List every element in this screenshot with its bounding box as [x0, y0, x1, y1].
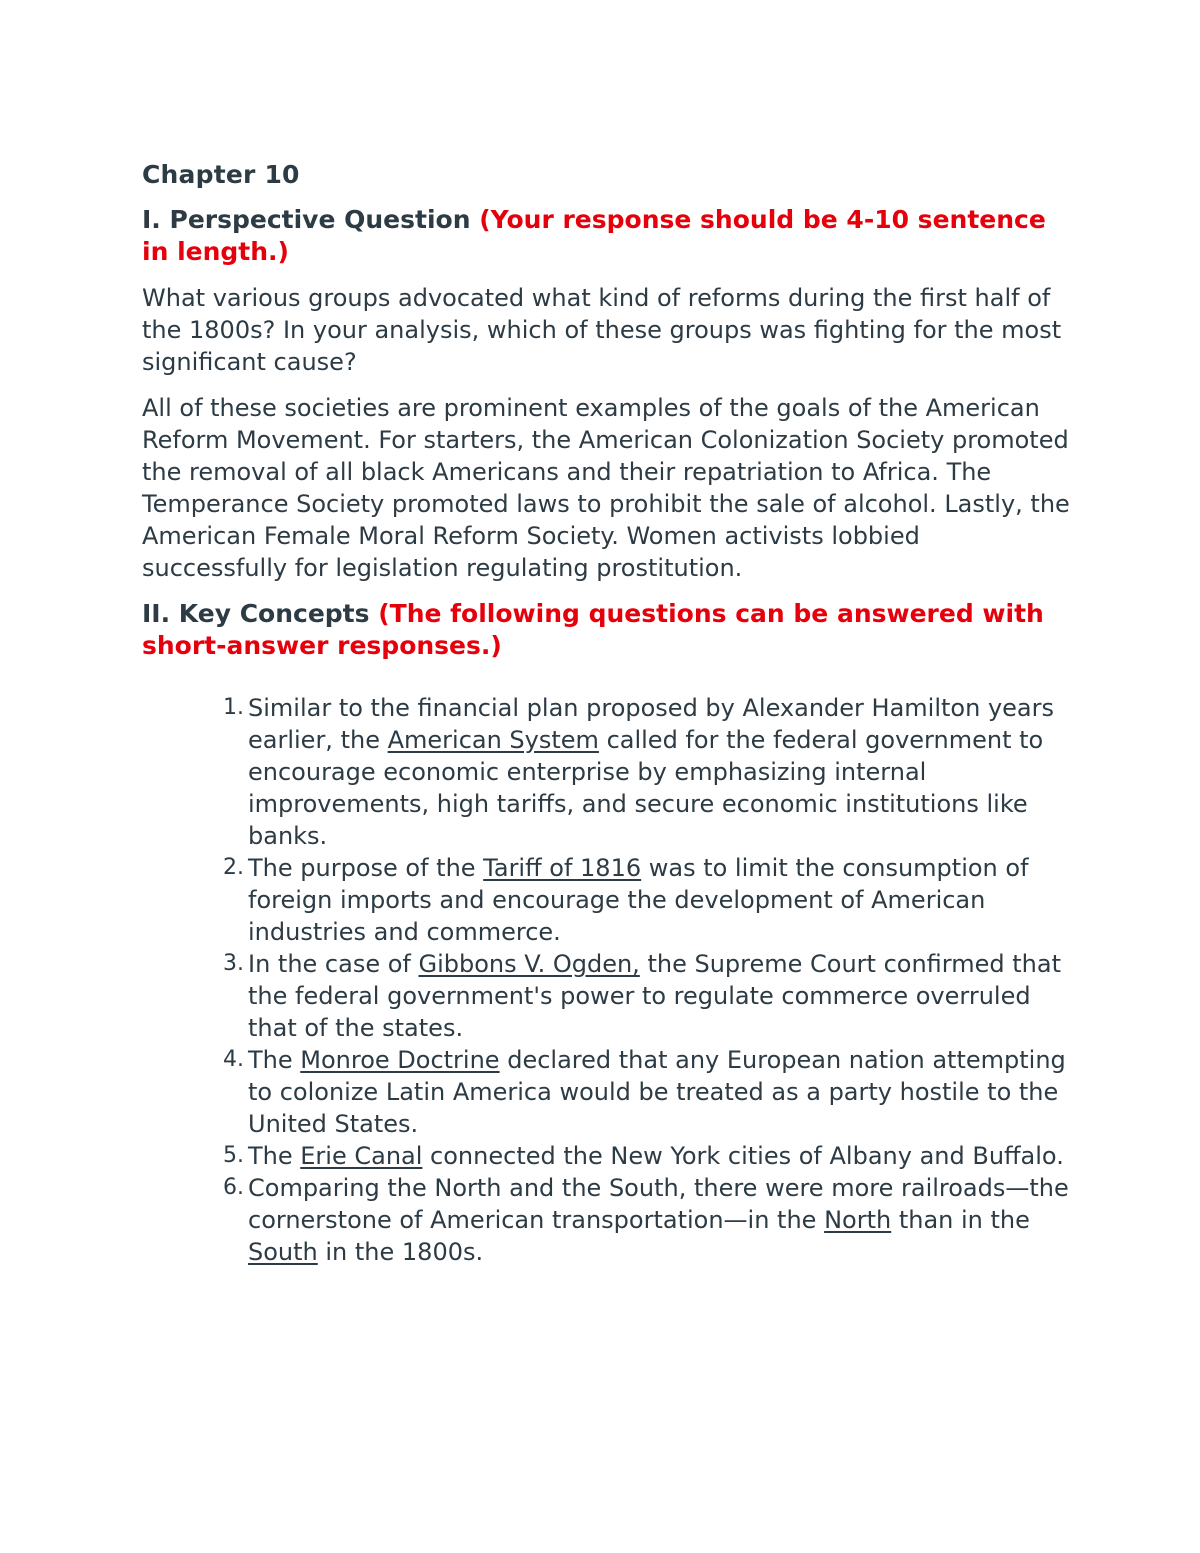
section-heading-note: (Your response should be 4-10 sentence in length.) [142, 205, 1046, 266]
list-number: 1. [223, 695, 244, 720]
list-number: 6. [223, 1175, 244, 1200]
key-concepts-list [142, 692, 1072, 1268]
key-term: Monroe Doctrine [300, 1046, 500, 1074]
section-heading-text: II. Key Concepts [142, 599, 370, 628]
list-item-text: The [248, 1046, 301, 1074]
chapter-title: Chapter 10 [142, 160, 300, 189]
list-number: 5. [223, 1143, 244, 1168]
perspective-answer: All of these societies are prominent examples of the goals of the American Reform Movement. For starters, the American Colonization Society promoted the removal of all black Americans and their repatriation to Africa. The Temperance Society promoted laws to prohibit the sale of alcohol. Lastly, the American Female Moral Reform Society. Women activists lobbied successfully for legislation regulating prostitution. [142, 394, 1070, 582]
list-item-text: In the case of [248, 950, 419, 978]
key-term: South [248, 1238, 318, 1266]
list-item [142, 852, 1072, 948]
key-term: North [824, 1206, 892, 1234]
list-item [142, 1140, 1072, 1172]
list-item-text: The [248, 1142, 301, 1170]
list-number: 2. [223, 855, 244, 880]
list-item-text: called for the federal government to encourage economic enterprise by emphasizing internal improvements, high tariffs, and secure economic institutions like banks. [248, 726, 1044, 850]
document-page [142, 158, 1072, 1266]
perspective-question: What various groups advocated what kind of reforms during the first half of the 1800s? In your analysis, which of these groups was fighting for the most significant cause? [142, 284, 1062, 376]
list-number: 4. [223, 1047, 244, 1072]
list-item [142, 948, 1072, 1044]
list-item-text: than in the [891, 1206, 1030, 1234]
list-item [142, 1172, 1072, 1268]
list-number: 3. [223, 951, 244, 976]
list-item-text: Similar to the financial plan proposed by Alexander Hamilton years earlier, the [248, 694, 1054, 754]
list-item-text: was to limit the consumption of foreign imports and encourage the development of American industries and commerce. [248, 854, 1029, 946]
section-heading-note: (The following questions can be answered with short-answer responses.) [142, 599, 1044, 660]
key-term: Tariff of 1816 [483, 854, 642, 882]
key-term: American System [387, 726, 599, 754]
key-term: Erie Canal [300, 1142, 423, 1170]
list-item-text: connected the New York cities of Albany and Buffalo. [422, 1142, 1064, 1170]
list-item-text: The purpose of the [248, 854, 484, 882]
list-item-text: Comparing the North and the South, there were more railroads—the cornerstone of American transportation—in the [248, 1174, 1069, 1234]
section-heading-perspective [142, 204, 1072, 268]
list-item-text: the Supreme Court confirmed that the federal government's power to regulate commerce overruled that of the states. [248, 950, 1061, 1042]
list-item-text: declared that any European nation attempting to colonize Latin America would be treated as a party hostile to the United States. [248, 1046, 1066, 1138]
section-heading-text: I. Perspective Question [142, 205, 471, 234]
key-term: Gibbons V. Ogden, [418, 950, 640, 978]
section-heading-key-concepts [142, 598, 1072, 662]
list-item [142, 692, 1072, 852]
list-item-text: in the 1800s. [317, 1238, 484, 1266]
list-item [142, 1044, 1072, 1140]
